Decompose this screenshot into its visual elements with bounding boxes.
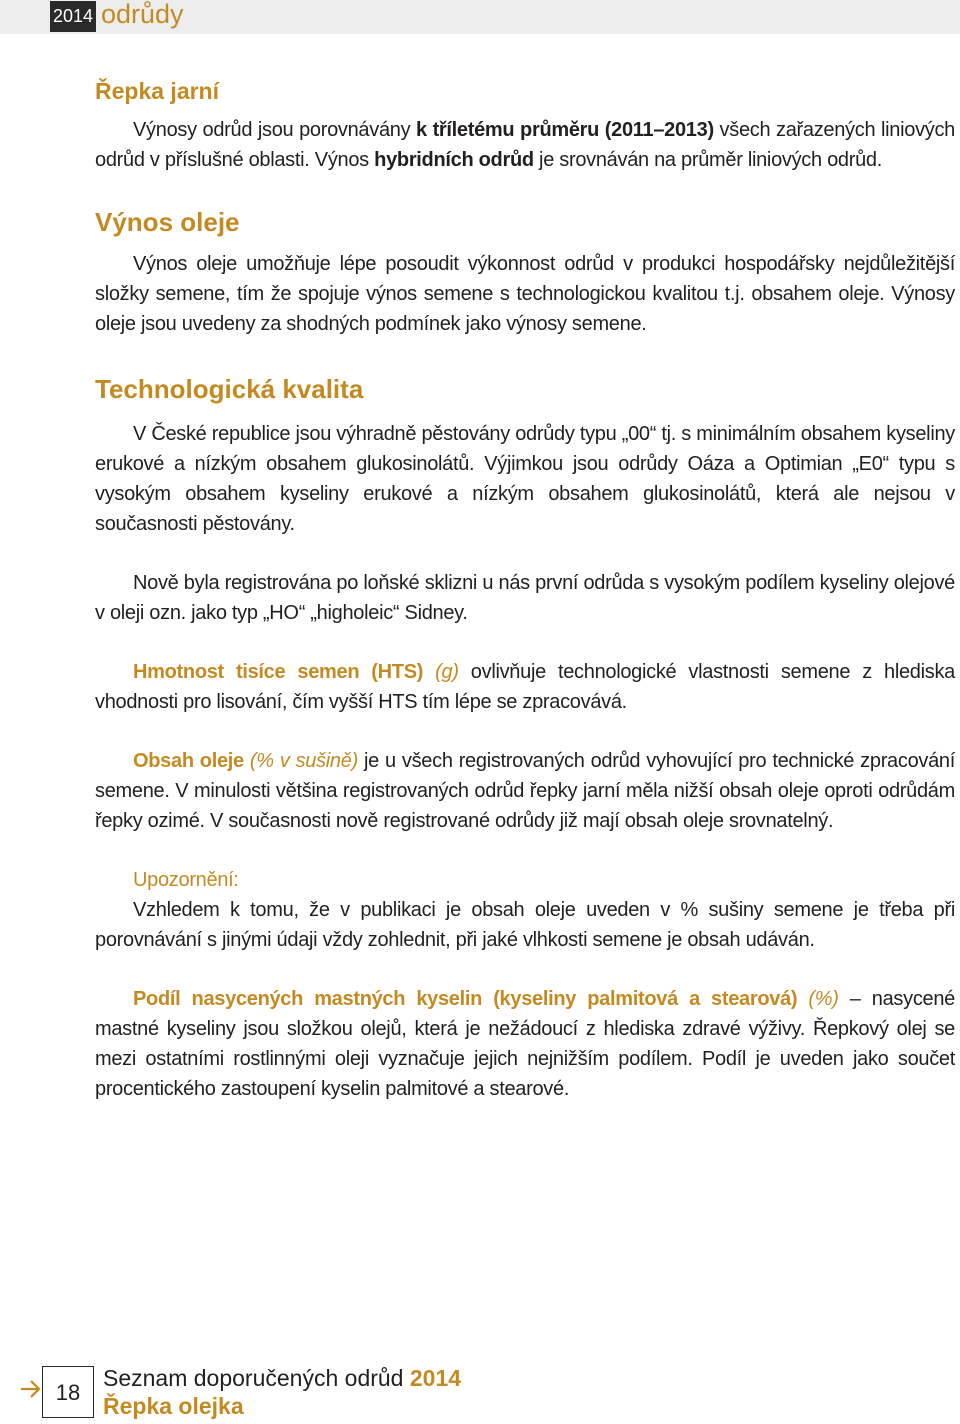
bold-fragment: hybridních odrůd (374, 149, 534, 171)
paragraph-hts (95, 657, 955, 717)
text-fragment: ovlivňuje technologické vlastnosti semene z hlediska vhodnosti pro lisování, čím vyšší HTS tím lépe se zpracovává. (95, 661, 955, 713)
page-number: 18 (42, 1366, 94, 1418)
term-hts: Hmotnost tisíce semen (HTS) (133, 661, 424, 683)
unit-obsah-oleje: (% v sušině) (243, 750, 358, 772)
text-fragment: je srovnáván na průměr liniových odrůd. (533, 149, 882, 171)
unit-hts: (g) (423, 661, 459, 683)
term-obsah-oleje: Obsah oleje (133, 750, 244, 772)
footer-year: 2014 (409, 1365, 462, 1391)
paragraph-nasycene-kyseliny (95, 984, 955, 1104)
section-heading-technologicka-kvalita: Technologická kvalita (95, 374, 364, 404)
header-title: odrůdy (101, 0, 184, 29)
paragraph-nove-registrovana: Nově byla registrována po loňské sklizni u nás první odrůda s vysokým podílem kyseliny olejové v oleji ozn. jako typ „HO“ „higholeic“ Sidney. (95, 572, 955, 624)
header-year: 2014 (50, 1, 96, 32)
footer-title (103, 1364, 461, 1420)
bold-fragment: k tříletému průměru (2011–2013) (416, 119, 714, 141)
footer-title-text: Seznam doporučených odrůd (103, 1365, 410, 1391)
text-fragment: je u všech registrovaných odrůd vyhovující pro technické zpracování semene. V minulosti většina registrovaných odrůd řepky jarní měla nižší obsah oleje oproti odrůdám řepky ozimé. V současnosti nově registrované odrůdy již mají obsah oleje srovnatelný. (95, 750, 956, 832)
text-fragment: – nasycené mastné kyseliny jsou složkou olejů, která je nežádoucí z hlediska zdravé výživy. Řepkový olej se mezi ostatními rostlinnými oleji vyznačuje jejich nejnižším podílem. Podíl je uveden jako součet procentického zastoupení kyselin palmitové a stearové. (95, 988, 955, 1100)
text-fragment: všech zařazených liniových odrůd v příslušné oblasti. Výnos (95, 119, 956, 171)
paragraph-upozorneni: Vzhledem k tomu, že v publikaci je obsah oleje uveden v % sušiny semene je třeba při porovnávání s jinými údaji vždy zohlednit, při jaké vlhkosti semene je obsah udáván. (95, 899, 955, 951)
paragraph-vynos-oleje: Výnos oleje umožňuje lépe posoudit výkonnost odrůd v produkci hospodářsky nejdůležitější složky semene, tím že spojuje výnos semene s technologickou kvalitou t.j. obsahem oleje. Výnosy oleje jsou uvedeny za shodných podmínek jako výnosy semene. (95, 253, 955, 335)
paragraph-vynosy-odrud (95, 115, 955, 175)
text-fragment: Výnosy odrůd jsou porovnávány (133, 119, 417, 141)
arrow-right-icon (20, 1379, 42, 1399)
paragraph-obsah-oleje (95, 746, 955, 836)
term-nasycene-kyseliny: Podíl nasycených mastných kyselin (kyseliny palmitová a stearová) (133, 988, 798, 1010)
unit-nasycene-kyseliny: (%) (797, 988, 839, 1010)
header-bar (0, 0, 960, 34)
footer-subtitle: Řepka olejka (103, 1393, 244, 1419)
main-content (95, 70, 955, 1104)
paragraph-ceska-republika: V České republice jsou výhradně pěstovány odrůdy typu „00“ tj. s minimálním obsahem kyseliny erukové a nízkým obsahem glukosinolátů. Výjimkou jsou odrůdy Oáza a Optimian „E0“ typu s vysokým obsahem kyseliny erukové a nízkým obsahem glukosinolátů, která ale nejsou v současnosti pěstovány. (95, 423, 955, 535)
section-heading-vynos-oleje: Výnos oleje (95, 207, 240, 237)
warning-label: Upozornění: (133, 869, 239, 891)
section-heading-repka-jarni: Řepka jarní (95, 78, 219, 104)
